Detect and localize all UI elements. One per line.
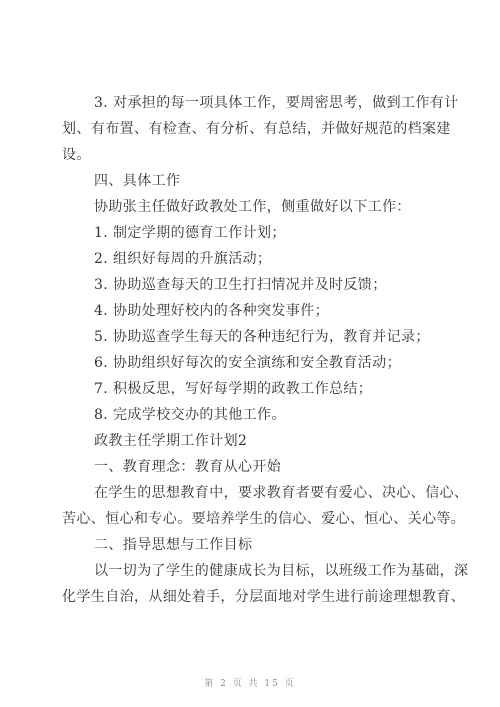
list-item: 3. 协助巡查每天的卫生打扫情况并及时反馈； — [94, 277, 387, 293]
paragraph-line: 协助张主任做好政教处工作，侧重做好以下工作： — [94, 199, 411, 215]
section-heading: 四、具体工作 — [94, 173, 181, 189]
paragraph-line: 以一切为了学生的健康成长为目标，以班级工作为基础，深 — [94, 563, 469, 579]
paragraph-line: 化学生自治，从细处着手，分层面地对学生进行前途理想教育、 — [62, 589, 466, 605]
paragraph-line: 在学生的思想教育中，要求教育者要有爱心、决心、信心、 — [94, 485, 469, 501]
list-item: 4. 协助处理好校内的各种突发事件； — [94, 303, 330, 319]
paragraph-line: 苦心、恒心和专心。要培养学生的信心、爱心、恒心、关心等。 — [62, 511, 466, 527]
list-item: 5. 协助巡查学生每天的各种违纪行为，教育并记录； — [94, 329, 430, 345]
paragraph-line: 3. 对承担的每一项具体工作，要周密思考，做到工作有计 — [94, 95, 459, 111]
list-item: 7. 积极反思，写好每学期的政教工作总结； — [94, 381, 373, 397]
list-item: 1. 制定学期的德育工作计划； — [94, 225, 286, 241]
section-heading: 二、指导思想与工作目标 — [94, 537, 253, 553]
document-title: 政教主任学期工作计划2 — [94, 433, 248, 449]
section-heading: 一、教育理念：教育从心开始 — [94, 459, 282, 475]
paragraph-line: 划、有布置、有检查、有分析、有总结，并做好规范的档案建 — [62, 121, 451, 137]
list-item: 2. 组织好每周的升旗活动； — [94, 251, 272, 267]
paragraph-line: 设。 — [62, 147, 91, 163]
list-item: 6. 协助组织好每次的安全演练和安全教育活动； — [94, 355, 402, 371]
list-item: 8. 完成学校交办的其他工作。 — [94, 407, 286, 423]
page-footer: 第 2 页 共 15 页 — [204, 679, 296, 689]
